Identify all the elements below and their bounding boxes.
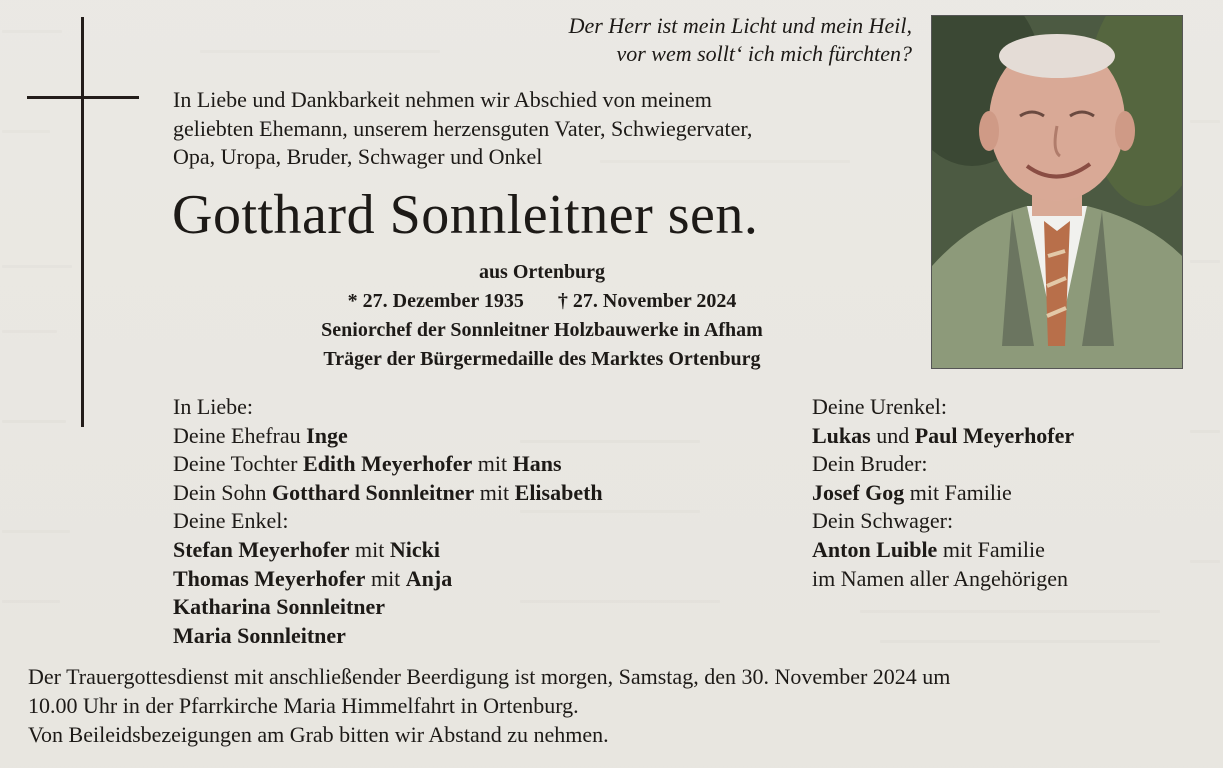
great-grandchildren-heading: Deine Urenkel: — [812, 394, 947, 419]
great-grandchild-2: Paul Meyerhofer — [914, 422, 1075, 448]
daughter-partner: Hans — [512, 451, 562, 477]
list-item-grandchild-3 — [173, 593, 603, 622]
grandchild-1-with: mit — [349, 536, 390, 562]
brother-heading: Dein Bruder: — [812, 451, 928, 477]
grandchild-2-name: Thomas Meyerhofer — [173, 565, 366, 591]
list-item-grandchild-1 — [173, 536, 603, 565]
life-dates — [172, 287, 912, 316]
brother-in-law-name: Anton Luible — [812, 536, 938, 562]
grandchild-4-name: Maria Sonnleitner — [173, 622, 346, 648]
son-with: mit — [474, 479, 515, 505]
wife-label: Deine Ehefrau — [173, 422, 307, 448]
son-partner: Elisabeth — [514, 479, 603, 505]
grandchild-1-partner: Nicki — [389, 536, 441, 562]
grandchildren-heading: Deine Enkel: — [173, 508, 289, 534]
grandchild-1-name: Stefan Meyerhofer — [173, 536, 350, 562]
footer-line-2: 10.00 Uhr in der Pfarrkirche Maria Himmelfahrt in Ortenburg. — [28, 693, 579, 718]
brother-suffix: mit Familie — [904, 479, 1012, 505]
role-line-2: Träger der Bürgermedaille des Marktes Ortenburg — [323, 348, 761, 370]
great-grandchildren-and: und — [870, 422, 915, 448]
family-list-left — [173, 393, 603, 650]
death-date: † 27. November 2024 — [557, 290, 737, 312]
quote-line-2: vor wem sollt‘ ich mich fürchten? — [616, 41, 912, 66]
list-item-son — [173, 479, 603, 508]
deceased-details — [172, 258, 912, 374]
daughter-with: mit — [472, 451, 513, 477]
funeral-notice — [28, 662, 1198, 749]
son-label: Dein Sohn — [173, 479, 272, 505]
wife-name: Inge — [306, 422, 348, 448]
list-item-brother-in-law — [812, 536, 1074, 565]
cross-horizontal-bar — [27, 96, 139, 99]
portrait-illustration — [932, 16, 1182, 368]
list-item-grandchild-2 — [173, 565, 603, 594]
great-grandchild-1: Lukas — [812, 422, 871, 448]
portrait-photo — [931, 15, 1183, 369]
brother-in-law-suffix: mit Familie — [937, 536, 1045, 562]
footer-line-1: Der Trauergottesdienst mit anschließender Beerdigung ist morgen, Samstag, den 30. November 2024 um — [28, 664, 951, 689]
intro-line-3: Opa, Uropa, Bruder, Schwager und Onkel — [173, 144, 543, 169]
cross-vertical-bar — [81, 17, 84, 427]
deceased-name: Gotthard Sonnleitner sen. — [172, 184, 759, 246]
daughter-name: Edith Meyerhofer — [303, 451, 473, 477]
role-line-1: Seniorchef der Sonnleitner Holzbauwerke in Afham — [321, 319, 763, 341]
list-item-wife — [173, 422, 603, 451]
footer-line-3: Von Beileidsbezeigungen am Grab bitten wir Abstand zu nehmen. — [28, 722, 609, 747]
origin-text: aus Ortenburg — [478, 261, 606, 283]
list-item-daughter — [173, 450, 603, 479]
all-relatives-text: im Namen aller Angehörigen — [812, 565, 1068, 591]
family-list-right — [812, 393, 1074, 593]
intro-line-2: geliebten Ehemann, unserem herzensguten Vater, Schwiegervater, — [173, 115, 753, 141]
list-item-great-grandchildren — [812, 422, 1074, 451]
brother-name: Josef Gog — [812, 479, 905, 505]
grandchild-2-partner: Anja — [405, 565, 453, 591]
intro-line-1: In Liebe und Dankbarkeit nehmen wir Abschied von meinem — [173, 87, 712, 112]
intro-text — [173, 86, 913, 172]
daughter-label: Deine Tochter — [173, 451, 304, 477]
list-item-grandchild-4 — [173, 622, 603, 651]
bible-quote — [569, 12, 912, 68]
grandchild-2-with: mit — [365, 565, 406, 591]
son-name: Gotthard Sonnleitner — [272, 479, 475, 505]
grandchild-3-name: Katharina Sonnleitner — [173, 594, 386, 620]
family-heading: In Liebe: — [173, 394, 254, 419]
birth-date: * 27. Dezember 1935 — [347, 290, 524, 312]
brother-in-law-heading: Dein Schwager: — [812, 508, 954, 534]
list-item-brother — [812, 479, 1074, 508]
quote-line-1: Der Herr ist mein Licht und mein Heil, — [568, 13, 912, 38]
